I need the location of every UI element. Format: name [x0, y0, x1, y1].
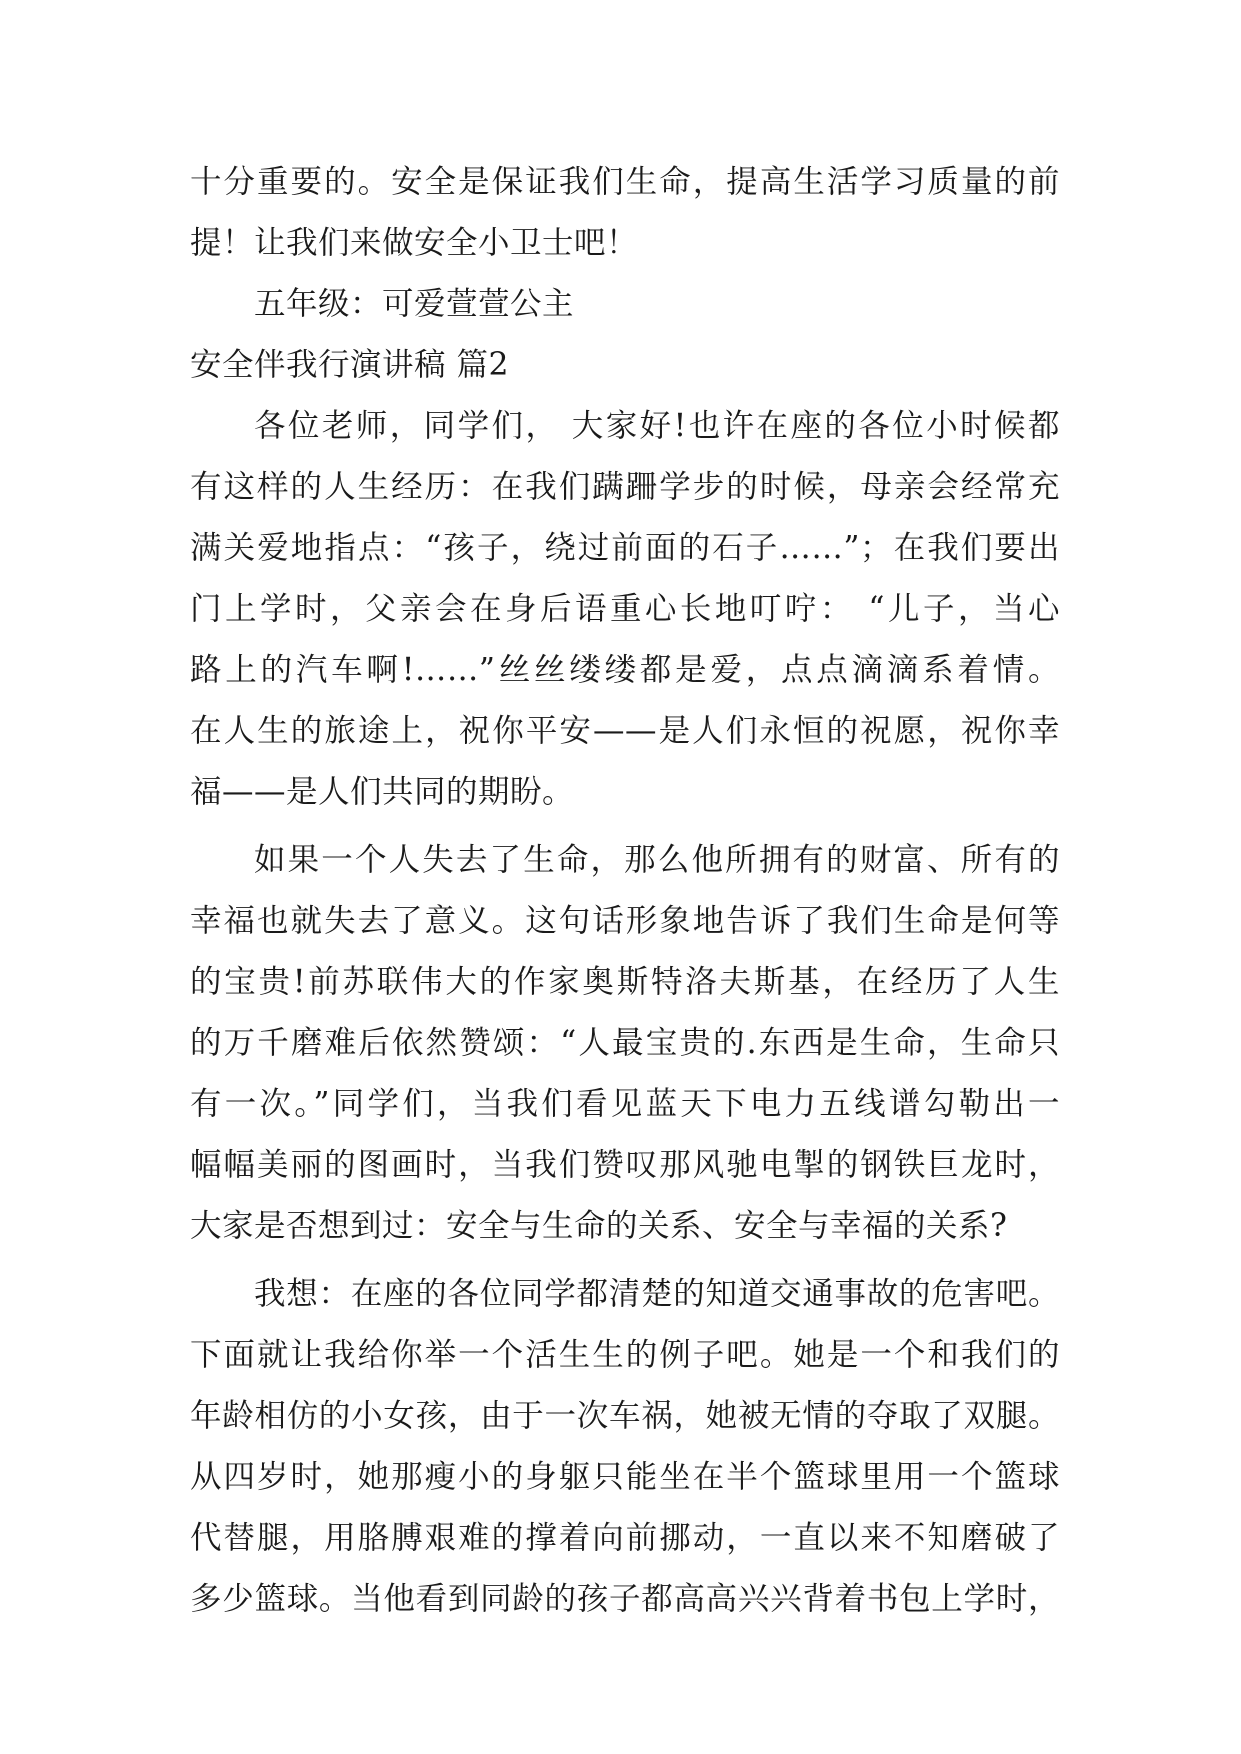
text-line: 代替腿，用胳膊艰难的撑着向前挪动，一直以来不知磨破了 — [190, 1520, 1060, 1556]
text-line: 幅幅美丽的图画时，当我们赞叹那风驰电掣的钢铁巨龙时， — [190, 1147, 1060, 1183]
author-line: 五年级：可爱萱萱公主 — [254, 286, 575, 322]
text-line: 有这样的人生经历：在我们蹒跚学步的时候，母亲会经常充 — [190, 469, 1060, 505]
text-line: 大家是否想到过：安全与生命的关系、安全与幸福的关系? — [190, 1208, 1008, 1244]
text-line: 在人生的旅途上，祝你平安——是人们永恒的祝愿，祝你幸 — [190, 713, 1060, 749]
document-body — [190, 152, 1060, 1630]
text-line: 下面就让我给你举一个活生生的例子吧。她是一个和我们的 — [190, 1337, 1060, 1373]
text-line: 年龄相仿的小女孩，由于一次车祸，她被无情的夺取了双腿。 — [190, 1398, 1060, 1434]
text-line: 路上的汽车啊!……”丝丝缕缕都是爱，点点滴滴系着情。 — [190, 652, 1060, 688]
text-line: 各位老师，同学们， 大家好!也许在座的各位小时候都 — [254, 408, 1060, 444]
text-line: 如果一个人失去了生命，那么他所拥有的财富、所有的 — [254, 842, 1060, 878]
text-line: 的万千磨难后依然赞颂：“人最宝贵的.东西是生命，生命只 — [190, 1025, 1060, 1061]
text-line: 的宝贵!前苏联伟大的作家奥斯特洛夫斯基，在经历了人生 — [190, 964, 1060, 1000]
text-line: 福——是人们共同的期盼。 — [190, 774, 575, 810]
text-line: 我想：在座的各位同学都清楚的知道交通事故的危害吧。 — [254, 1276, 1060, 1312]
text-line: 提！让我们来做安全小卫士吧！ — [190, 225, 639, 261]
text-line: 多少篮球。当他看到同龄的孩子都高高兴兴背着书包上学时， — [190, 1581, 1060, 1617]
text-line: 十分重要的。安全是保证我们生命，提高生活学习质量的前 — [190, 164, 1060, 200]
section-heading: 安全伴我行演讲稿 篇2 — [190, 347, 510, 383]
text-line: 幸福也就失去了意义。这句话形象地告诉了我们生命是何等 — [190, 903, 1060, 939]
text-line: 从四岁时，她那瘦小的身躯只能坐在半个篮球里用一个篮球 — [190, 1459, 1060, 1495]
text-line: 门上学时，父亲会在身后语重心长地叮咛： “儿子，当心 — [190, 591, 1060, 627]
text-line: 满关爱地指点：“孩子，绕过前面的石子……”；在我们要出 — [190, 530, 1060, 566]
text-line: 有一次。”同学们，当我们看见蓝天下电力五线谱勾勒出一 — [190, 1086, 1060, 1122]
